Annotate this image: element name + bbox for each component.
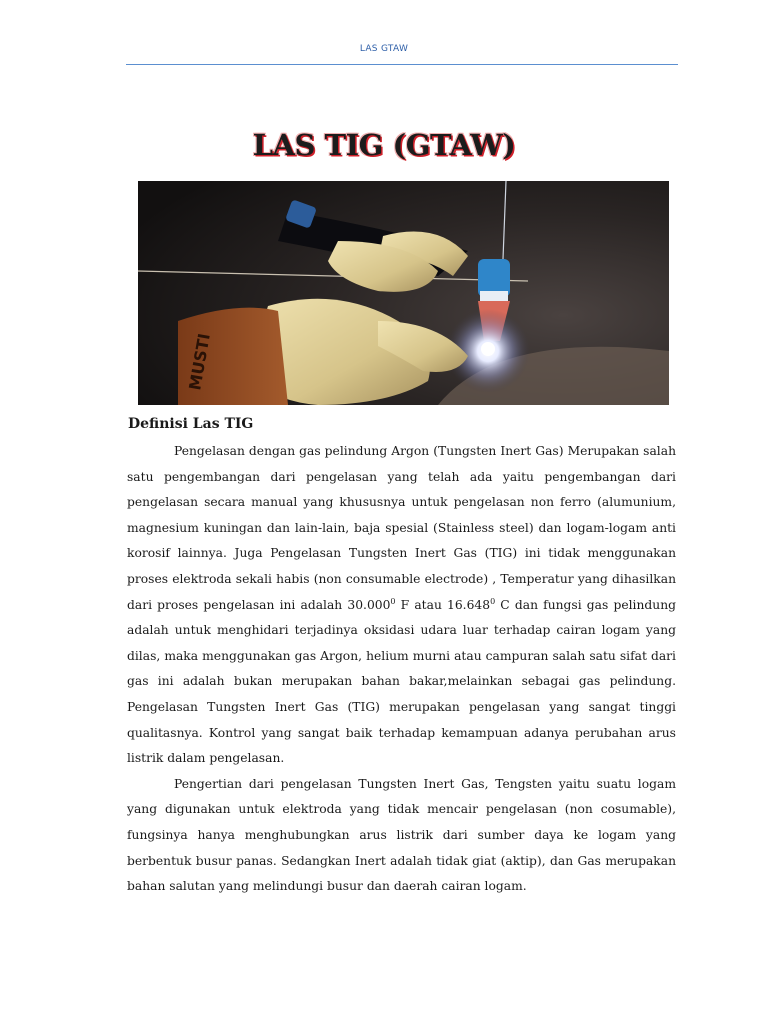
- section-heading: Definisi Las TIG: [128, 416, 254, 432]
- degree-superscript: 0: [390, 596, 396, 606]
- welding-photo-illustration: [138, 181, 669, 405]
- paragraph-2: Pengertian dari pengelasan Tungsten Inert Gas, Tengsten yaitu suatu logam yang digunakan untuk elektroda yang tidak mencair pengelasan (non cosumable), fungsinya hanya menghubungkan arus listrik dari sumber daya ke logam yang berbentuk busur panas. Sedangkan Inert adalah tidak giat (aktip), dan Gas merupakan bahan salutan yang melindungi busur dan daerah cairan logam.: [127, 776, 676, 894]
- paragraph-1-part-2: F atau 16.648: [395, 597, 491, 612]
- paragraph-1: [127, 439, 676, 772]
- running-header: LAS GTAW: [359, 44, 409, 54]
- degree-superscript: 0: [490, 596, 496, 606]
- body-text: [127, 439, 676, 900]
- svg-text:MUSTI: MUSTI: [185, 331, 214, 392]
- paragraph-1-part-3: C dan fungsi gas pelindung adalah untuk menghidari terjadinya oksidasi udara luar terhadap cairan logam yang dilas, maka menggunakan gas Argon, helium murni atau campuran salah satu sifat dari gas ini adalah bukan merupakan bahan bakar,melainkan sebagai gas pelindung. Pengelasan Tungsten Inert Gas (TIG) merupakan pengelasan yang sangat tinggi qualitasnya. Kontrol yang sangat baik terhadap kemampuan adanya perubahan arus listrik dalam pengelasan.: [127, 597, 676, 766]
- paragraph-1-part-1: Pengelasan dengan gas pelindung Argon (Tungsten Inert Gas) Merupakan salah satu pengembangan dari pengelasan yang telah ada yaitu pengembangan dari pengelasan secara manual yang khususnya untuk pengelasan non ferro (alumunium, magnesium kuningan dan lain-lain, baja spesial (Stainless steel) dan logam-logam anti korosif lainnya. Juga Pengelasan Tungsten Inert Gas (TIG) ini tidak menggunakan proses elektroda sekali habis (non consumable electrode) , Temperatur yang dihasilkan dari proses pengelasan ini adalah 30.000: [127, 444, 676, 612]
- header-divider: [126, 64, 678, 65]
- welding-photo: [138, 181, 669, 405]
- document-title: LAS TIG (GTAW): [252, 128, 516, 162]
